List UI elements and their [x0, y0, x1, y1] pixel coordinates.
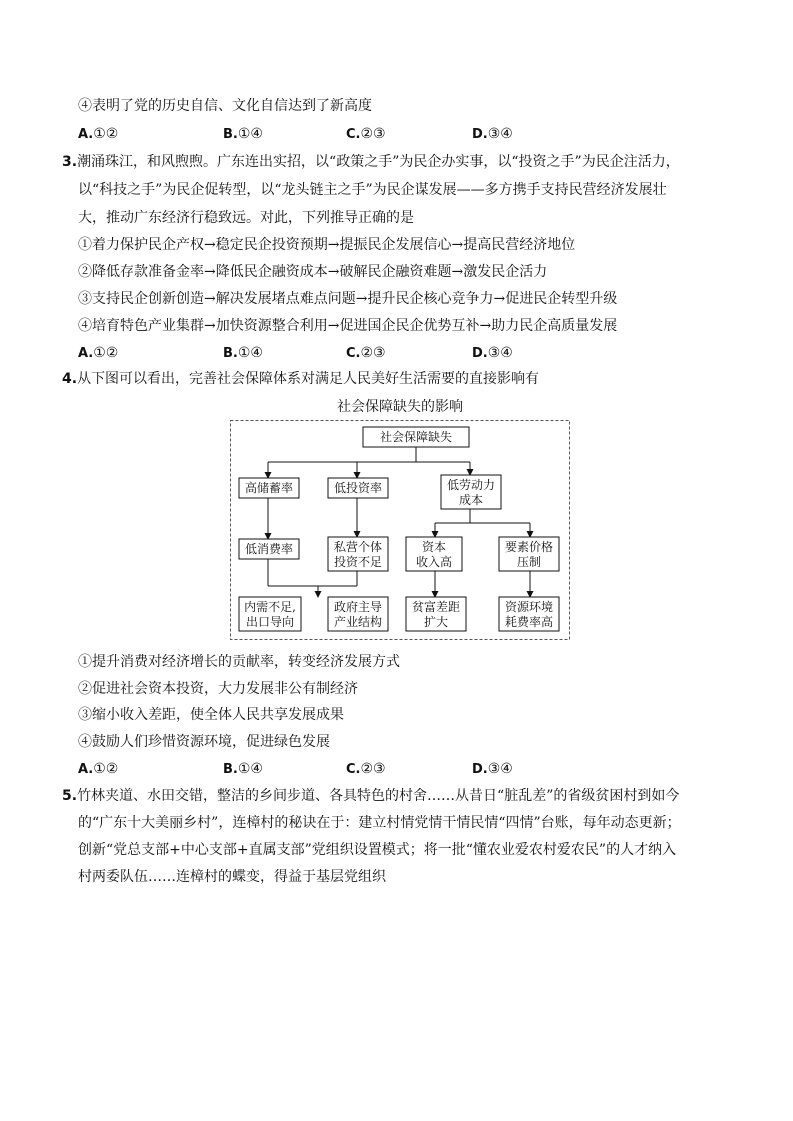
node-high-capital-income	[406, 537, 462, 571]
q3-item-2: ②降低存款准备金率→降低民企融资成本→破解民企融资难题→激发民企活力	[78, 264, 548, 280]
q4-item-1: ①提升消费对经济增长的贡献率，转变经济发展方式	[78, 654, 400, 670]
q3-option-b: B.①④	[223, 345, 263, 361]
q3-item-3: ③支持民企创新创造→解决发展堵点难点问题→提升民企核心竞争力→促进民企转型升级	[78, 291, 618, 307]
svg-text:要素价格: 要素价格	[504, 540, 554, 554]
q4-option-a: A.①②	[78, 761, 119, 777]
node-root	[363, 427, 469, 447]
q4-item-4: ④鼓励人们珍惜资源环境，促进绿色发展	[78, 734, 330, 750]
q4-option-b: B.①④	[223, 761, 263, 777]
svg-text:耗费率高: 耗费率高	[504, 615, 554, 629]
q4-number: 4.	[62, 371, 78, 387]
svg-text:社会保障缺失: 社会保障缺失	[379, 430, 453, 444]
social-security-diagram	[230, 420, 570, 640]
q5-number: 5.	[62, 788, 78, 804]
node-low-labor-cost	[441, 475, 501, 509]
q2-option-b: B.①④	[223, 126, 263, 142]
svg-text:低劳动力: 低劳动力	[446, 478, 496, 492]
q2-item-4: ④表明了党的历史自信、文化自信达到了新高度	[78, 98, 372, 114]
q3-option-d: D.③④	[472, 345, 513, 361]
q3-option-c: C.②③	[346, 345, 386, 361]
q5-stem-line-3: 创新“党总支部+中心支部+直属支部”党组织设置模式；将一批“懂农业爱农村爱农民”的人才纳入	[78, 842, 677, 858]
q5-stem-line-4: 村两委队伍……连樟村的蝶变，得益于基层党组织	[78, 869, 386, 885]
q5-stem-line-2: 的“广东十大美丽乡村”，连樟村的秘诀在于：建立村情党情干情民情“四情”台账，每年动态更新；	[78, 815, 681, 831]
svg-text:低消费率: 低消费率	[244, 542, 294, 556]
node-government-led-industry	[328, 597, 388, 631]
svg-text:低投资率: 低投资率	[333, 481, 383, 495]
svg-text:资本: 资本	[421, 540, 447, 554]
q4-stem: 4.从下图可以看出，完善社会保障体系对满足人民美好生活需要的直接影响有	[62, 371, 540, 387]
q2-option-c: C.②③	[346, 126, 386, 142]
q4-option-c: C.②③	[346, 761, 386, 777]
node-factor-price-suppression	[499, 537, 559, 571]
q3-item-1: ①着力保护民企产权→稳定民企投资预期→提振民企发展信心→提高民营经济地位	[78, 237, 576, 253]
q3-options	[78, 344, 638, 362]
svg-text:压制: 压制	[516, 555, 542, 569]
q4-item-3: ③缩小收入差距，使全体人民共享发展成果	[78, 707, 344, 723]
q3-stem-line-1: 3.潮涌珠江，和风煦煦。广东连出实招，以“政策之手”为民企办实事，以“投资之手”为民企注活力，	[62, 154, 680, 170]
q5-stem-line-1: 5.竹林夹道、水田交错，整洁的乡间步道、各具特色的村舍……从昔日“脏乱差”的省级贫困村到如今	[62, 788, 680, 804]
svg-text:内需不足,: 内需不足,	[244, 600, 296, 614]
q3-number: 3.	[62, 154, 78, 170]
svg-text:高储蓄率: 高储蓄率	[244, 481, 294, 495]
q4-option-d: D.③④	[472, 761, 513, 777]
q2-option-a: A.①②	[78, 126, 119, 142]
svg-text:扩大: 扩大	[423, 615, 449, 629]
node-high-resource-consumption	[499, 597, 559, 631]
svg-text:资源环境: 资源环境	[504, 600, 554, 614]
q3-item-4: ④培育特色产业集群→加快资源整合利用→促进国企民企优势互补→助力民企高质量发展	[78, 318, 618, 334]
q4-item-2: ②促进社会资本投资，大力发展非公有制经济	[78, 681, 358, 697]
svg-text:政府主导: 政府主导	[333, 600, 383, 614]
q4-options	[78, 760, 638, 778]
q3-option-a: A.①②	[78, 345, 119, 361]
node-private-investment-shortage	[328, 537, 388, 571]
diagram-title: 社会保障缺失的影响	[337, 399, 463, 415]
svg-text:成本: 成本	[458, 493, 484, 507]
svg-text:贫富差距: 贫富差距	[411, 600, 461, 614]
node-low-consumption	[239, 539, 299, 559]
node-weak-domestic-demand	[239, 597, 301, 631]
svg-text:产业结构: 产业结构	[333, 615, 383, 629]
node-wealth-gap	[406, 597, 466, 631]
q3-stem-line-3: 大，推动广东经济行稳致远。对此，下列推导正确的是	[78, 210, 414, 226]
svg-text:出口导向: 出口导向	[245, 615, 295, 629]
q2-option-d: D.③④	[472, 126, 513, 142]
svg-text:投资不足: 投资不足	[333, 555, 383, 569]
q3-stem-line-2: 以“科技之手”为民企促转型，以“龙头链主之手”为民企谋发展——多方携手支持民营经济发展壮	[78, 182, 667, 198]
q2-options	[78, 125, 638, 143]
svg-text:收入高: 收入高	[415, 555, 453, 569]
node-low-investment	[328, 478, 388, 498]
svg-text:私营个体: 私营个体	[333, 540, 383, 554]
node-high-savings	[239, 478, 299, 498]
